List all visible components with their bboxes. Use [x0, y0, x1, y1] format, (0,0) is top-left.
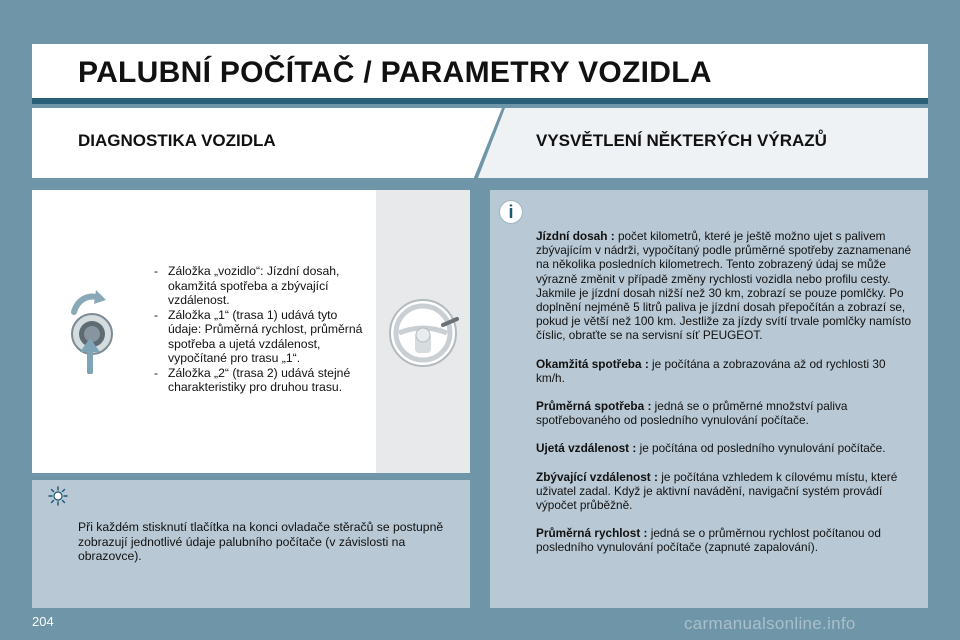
tip-text: Při každém stisknutí tlačítka na konci ovladače stěračů se postupně zobrazují jednotlivé údaje palubního počítače (v závislosti na obrazovce).	[78, 520, 444, 563]
glossary-entry	[536, 357, 916, 385]
page-title: PALUBNÍ POČÍTAČ / PARAMETRY VOZIDLA	[78, 56, 712, 89]
light-bulb-tip-icon	[48, 486, 68, 506]
glossary-entry	[536, 441, 916, 455]
info-icon: i	[500, 201, 522, 223]
glossary-definition: jedná se o průměrné množství paliva spotřebovaného od posledního vynulování počítače.	[536, 399, 848, 428]
right-section-title: VYSVĚTLENÍ NĚKTERÝCH VÝRAZŮ	[536, 131, 827, 150]
steering-wheel-icon	[385, 295, 461, 371]
glossary-entry	[536, 470, 916, 513]
glossary-term: Okamžitá spotřeba :	[536, 356, 649, 371]
list-item: - Záložka „vozidlo“: Jízdní dosah, okamžitá spotřeba a zbývající vzdálenost.	[150, 264, 372, 308]
glossary	[536, 229, 916, 569]
glossary-term: Průměrná spotřeba :	[536, 399, 652, 414]
glossary-definition: je počítána vzhledem k cílovému místu, které uživatel zadal. Když je aktivní navádění, navigační systém provádí výpočet průběžně.	[536, 469, 898, 513]
glossary-term: Průměrná rychlost :	[536, 526, 648, 541]
glossary-term: Ujetá vzdálenost :	[536, 441, 637, 456]
glossary-entry	[536, 229, 916, 343]
title-underline	[32, 98, 928, 104]
glossary-entry	[536, 526, 916, 554]
list-item: - Záložka „1“ (trasa 1) udává tyto údaje: Průměrná rychlost, průměrná spotřeba a ujetá vzdálenost, vypočítané pro trasu „1“.	[150, 308, 372, 366]
watermark: carmanualsonline.info	[684, 614, 856, 633]
glossary-definition: je počítána od posledního vynulování počítače.	[639, 441, 886, 456]
wiper-stalk-button-icon	[60, 290, 130, 374]
glossary-term: Jízdní dosah :	[536, 229, 615, 243]
glossary-definition: počet kilometrů, které je ještě možno ujet s palivem zbývajícím v nádrži, vypočítaný podle průměrné spotřeby zaznamenané na několika posledních kilometrech. Tento zobrazený údaj se může výrazně změnit v případě změny rychlosti vozidla nebo profilu cesty. Jakmile je jízdní dosah nižší než 30 km, zobrazí se pouze pomlčky. Po doplnění nejméně 5 litrů paliva je jízdní dosah přepočítán a zobrazí se, pokud je větší než 100 km. Jestliže za jízdy svítí trvale pomlčky namísto číslic, obraťte se na servisní síť PEUGEOT.	[536, 229, 912, 343]
glossary-term: Zbývající vzdálenost :	[536, 469, 658, 484]
tab-description-list	[150, 264, 372, 395]
glossary-definition: je počítána a zobrazována až od rychlosti 30 km/h.	[536, 356, 886, 385]
list-item: - Záložka „2“ (trasa 2) udává stejné charakteristiky pro druhou trasu.	[150, 366, 372, 395]
left-section-title: DIAGNOSTIKA VOZIDLA	[78, 131, 276, 150]
glossary-entry	[536, 399, 916, 427]
page-number: 204	[32, 614, 54, 629]
glossary-definition: jedná se o průměrnou rychlost počítanou od posledního vynulování počítače (zapnuté zapalování).	[536, 526, 881, 555]
